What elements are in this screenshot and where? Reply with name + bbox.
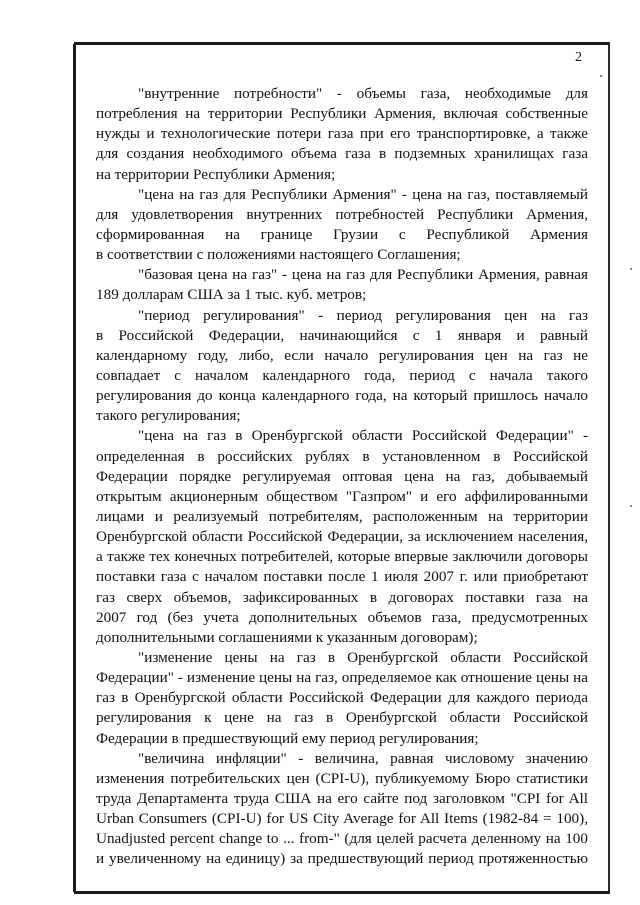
text-line: Unadjusted percent change to ... from-" (для целей расчета деленному на 100 [96,830,588,848]
text-line: совпадает с началом календарного года, период с начала такого [96,366,588,384]
text-line: 2007 год (без учета дополнительных объемов газа, предусмотренных [96,608,588,626]
text-line: Федерации порядке регулируемая оптовая цена на газ, добываемый [96,467,588,485]
text-line: в соответствии с положениями настоящего Соглашения; [96,246,461,264]
text-line: потребления на территории Республики Армения, включая собственные [96,105,588,123]
text-line: а также тех конечных потребителей, которые впервые заключили договоры [96,548,588,566]
text-line: на территории Республики Армения; [96,165,336,183]
text-line: "цена на газ для Республики Армения" - цена на газ, поставляемый [138,185,588,203]
text-line: и увеличенному на единицу) за предшествующий период протяженностью [96,850,588,868]
document-body [96,84,588,869]
text-line: газ сверх объемов, зафиксированных в договорах поставки газа на [96,588,588,606]
text-line: газ в Оренбургской области Российской Федерации для каждого периода [96,689,588,707]
scan-frame-bottom-edge [74,891,610,894]
scan-speck [630,505,632,507]
text-line: регулирования к цене на газ в Оренбургской области Российской [96,709,588,727]
text-line: определенная в российских рублях в установленном в Российской [96,447,588,465]
scan-speck [630,268,632,270]
text-line: сформированная на границе Грузии с Республикой Армения [96,225,588,243]
text-line: Федерации в предшествующий ему период регулирования; [96,729,479,747]
text-line: "базовая цена на газ" - цена на газ для Республики Армения, равная [138,266,588,284]
text-line: регулирования до конца календарного года, на который пришлось начало [96,387,588,405]
text-line: Федерации" - изменение цены на газ, определяемое как отношение цены на [96,669,588,687]
text-line: календарному году, либо, если начало регулирования цен на газ не [96,346,588,364]
text-line: открытым акционерным обществом "Газпром" и его аффилированными [96,487,588,505]
text-line: изменения потребительских цен (CPI-U), публикуемому Бюро статистики [96,769,588,787]
text-line: поставки газа с началом поставки после 1 июля 2007 г. или приобретают [96,568,588,586]
text-line: лицами и реализуемый потребителям, расположенным на территории [96,507,588,525]
text-line: "период регулирования" - период регулирования цен на газ [138,306,588,324]
text-line: в Российской Федерации, начинающийся с 1 января и равный [96,326,588,344]
text-line: такого регулирования; [96,407,241,425]
text-line: труда Департамента труда США на его сайте под заголовком "CPI for All [96,789,588,807]
text-line: для удовлетворения внутренних потребностей Республики Армения, [96,205,588,223]
text-line: "изменение цены на газ в Оренбургской области Российской [138,648,588,666]
text-line: Urban Consumers (CPI-U) for US City Average for All Items (1982-84 = 100), [96,810,588,828]
scan-frame-left-edge [73,44,76,892]
text-line: нужды и технологические потери газа при его транспортировке, а также [96,125,588,143]
page-number: 2 [575,50,582,65]
text-line: Оренбургской области Российской Федерации, за исключением населения, [96,528,588,546]
text-line: дополнительными соглашениями к указанным договорам); [96,628,478,646]
text-line: "внутренние потребности" - объемы газа, необходимые для [138,85,588,102]
text-line: для создания необходимого объема газа в подземных хранилищах газа [96,145,588,163]
text-line: "цена на газ в Оренбургской области Российской Федерации" - [138,427,588,445]
scan-speck [600,75,602,77]
text-line: 189 долларам США за 1 тыс. куб. метров; [96,286,367,304]
text-line: "величина инфляции" - величина, равная числовому значению [138,749,588,767]
